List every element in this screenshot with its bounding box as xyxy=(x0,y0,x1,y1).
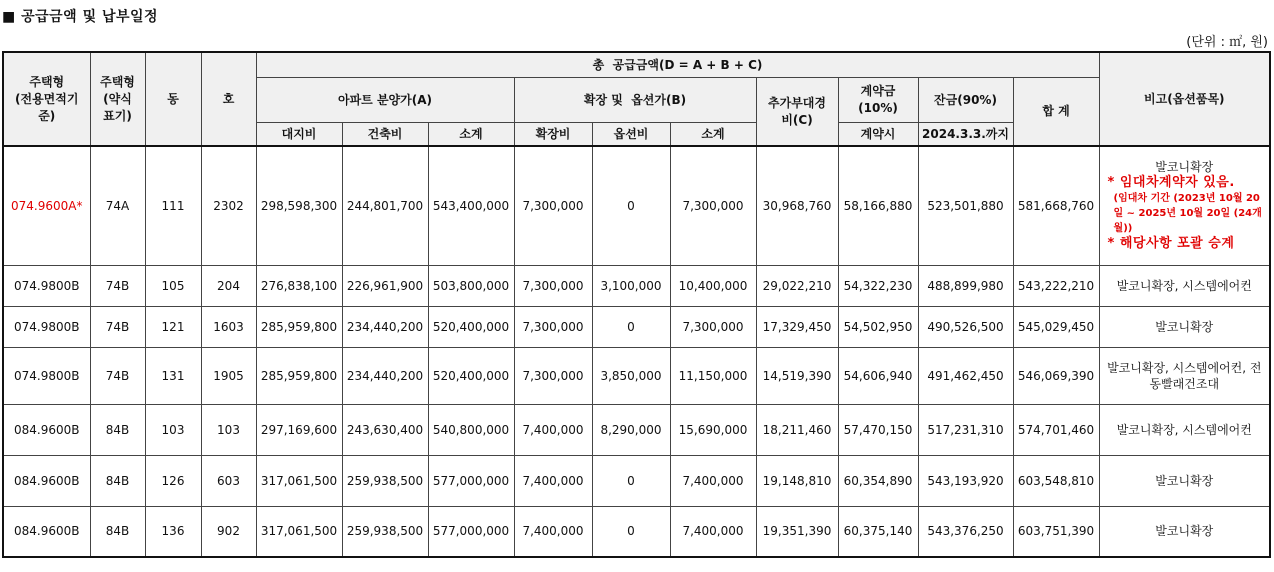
cell-subtotal-b: 7,400,000 xyxy=(670,506,756,557)
cell-total: 603,548,810 xyxy=(1013,455,1099,506)
cell-ext: 7,300,000 xyxy=(514,306,592,347)
cell-ho: 1905 xyxy=(201,347,256,404)
cell-remarks: 발코니확장 xyxy=(1099,306,1270,347)
cell-total: 603,751,390 xyxy=(1013,506,1099,557)
header-remarks: 비고(옵션품목) xyxy=(1099,52,1270,146)
cell-remarks: 발코니확장, 시스템에어컨 xyxy=(1099,265,1270,306)
cell-total: 545,029,450 xyxy=(1013,306,1099,347)
cell-type: 084.9600B xyxy=(3,404,90,455)
cell-balance: 490,526,500 xyxy=(918,306,1013,347)
table-row xyxy=(3,506,1270,557)
cell-deposit: 60,354,890 xyxy=(838,455,918,506)
cell-subtotal-b: 7,400,000 xyxy=(670,455,756,506)
cell-building: 234,440,200 xyxy=(342,347,428,404)
cell-ext: 7,400,000 xyxy=(514,455,592,506)
header-dong: 동 xyxy=(145,52,201,146)
cell-remarks: 발코니확장 xyxy=(1099,455,1270,506)
cell-ho: 2302 xyxy=(201,146,256,265)
table-row xyxy=(3,265,1270,306)
cell-building: 243,630,400 xyxy=(342,404,428,455)
header-at-contract: 계약시 xyxy=(838,123,918,147)
cell-land: 297,169,600 xyxy=(256,404,342,455)
header-type-short: 주택형 (약식 표기) xyxy=(90,52,145,146)
header-land: 대지비 xyxy=(256,123,342,147)
cell-ext: 7,300,000 xyxy=(514,347,592,404)
cell-balance: 491,462,450 xyxy=(918,347,1013,404)
cell-subtotal-a: 543,400,000 xyxy=(428,146,514,265)
cell-dong: 136 xyxy=(145,506,201,557)
cell-balance: 543,376,250 xyxy=(918,506,1013,557)
cell-extra: 19,351,390 xyxy=(756,506,838,557)
header-ext: 확장비 xyxy=(514,123,592,147)
cell-building: 259,938,500 xyxy=(342,455,428,506)
table-row xyxy=(3,404,1270,455)
header-sum: 합 계 xyxy=(1013,78,1099,147)
cell-ho: 902 xyxy=(201,506,256,557)
cell-type: 074.9600A* xyxy=(3,146,90,265)
cell-building: 259,938,500 xyxy=(342,506,428,557)
cell-total: 543,222,210 xyxy=(1013,265,1099,306)
cell-option: 0 xyxy=(592,306,670,347)
cell-extra: 19,148,810 xyxy=(756,455,838,506)
header-deposit: 계약금 (10%) xyxy=(838,78,918,123)
cell-subtotal-b: 15,690,000 xyxy=(670,404,756,455)
cell-subtotal-a: 503,800,000 xyxy=(428,265,514,306)
cell-ext: 7,300,000 xyxy=(514,146,592,265)
header-subtotal-b: 소계 xyxy=(670,123,756,147)
table-row xyxy=(3,146,1270,265)
cell-subtotal-a: 540,800,000 xyxy=(428,404,514,455)
cell-land: 285,959,800 xyxy=(256,306,342,347)
cell-dong: 111 xyxy=(145,146,201,265)
unit-label: (단위 : ㎡, 원) xyxy=(1186,35,1268,50)
cell-deposit: 58,166,880 xyxy=(838,146,918,265)
cell-option: 8,290,000 xyxy=(592,404,670,455)
header-apt-price: 아파트 분양가(A) xyxy=(256,78,514,123)
header-ext-option: 확장 및 옵션가(B) xyxy=(514,78,756,123)
header-extra-cost: 추가부대경 비(C) xyxy=(756,78,838,147)
cell-short: 74B xyxy=(90,347,145,404)
cell-deposit: 54,322,230 xyxy=(838,265,918,306)
cell-deposit: 57,470,150 xyxy=(838,404,918,455)
cell-balance: 517,231,310 xyxy=(918,404,1013,455)
cell-subtotal-b: 7,300,000 xyxy=(670,306,756,347)
cell-dong: 131 xyxy=(145,347,201,404)
cell-type: 074.9800B xyxy=(3,347,90,404)
cell-ext: 7,400,000 xyxy=(514,404,592,455)
header-option: 옵션비 xyxy=(592,123,670,147)
cell-type: 084.9600B xyxy=(3,455,90,506)
cell-dong: 121 xyxy=(145,306,201,347)
cell-type: 074.9800B xyxy=(3,265,90,306)
table-row xyxy=(3,306,1270,347)
cell-building: 234,440,200 xyxy=(342,306,428,347)
cell-balance: 488,899,980 xyxy=(918,265,1013,306)
cell-type: 084.9600B xyxy=(3,506,90,557)
cell-deposit: 60,375,140 xyxy=(838,506,918,557)
cell-dong: 105 xyxy=(145,265,201,306)
cell-land: 298,598,300 xyxy=(256,146,342,265)
cell-extra: 30,968,760 xyxy=(756,146,838,265)
cell-extra: 17,329,450 xyxy=(756,306,838,347)
cell-ext: 7,300,000 xyxy=(514,265,592,306)
cell-land: 285,959,800 xyxy=(256,347,342,404)
cell-option: 0 xyxy=(592,146,670,265)
cell-subtotal-a: 577,000,000 xyxy=(428,455,514,506)
cell-ext: 7,400,000 xyxy=(514,506,592,557)
remark-lease-period: (임대차 기간 (2023년 10월 20일 ~ 2025년 10월 20일 (24개월)) xyxy=(1113,193,1262,235)
page-title: ■ 공급금액 및 납부일정 xyxy=(2,9,159,25)
cell-land: 276,838,100 xyxy=(256,265,342,306)
cell-short: 74B xyxy=(90,265,145,306)
supply-price-table xyxy=(2,51,1271,558)
remark-balcony: 발코니확장 xyxy=(1155,160,1214,175)
cell-ho: 603 xyxy=(201,455,256,506)
cell-subtotal-b: 10,400,000 xyxy=(670,265,756,306)
cell-subtotal-b: 7,300,000 xyxy=(670,146,756,265)
cell-dong: 103 xyxy=(145,404,201,455)
cell-dong: 126 xyxy=(145,455,201,506)
cell-subtotal-b: 11,150,000 xyxy=(670,347,756,404)
cell-ho: 204 xyxy=(201,265,256,306)
cell-subtotal-a: 577,000,000 xyxy=(428,506,514,557)
cell-remarks: 발코니확장, 시스템에어컨 xyxy=(1099,404,1270,455)
cell-subtotal-a: 520,400,000 xyxy=(428,306,514,347)
cell-extra: 14,519,390 xyxy=(756,347,838,404)
cell-short: 84B xyxy=(90,404,145,455)
cell-ho: 103 xyxy=(201,404,256,455)
header-total-supply: 총 공급금액(D = A + B + C) xyxy=(256,52,1099,78)
header-ho: 호 xyxy=(201,52,256,146)
header-balance: 잔금(90%) xyxy=(918,78,1013,123)
cell-option: 3,100,000 xyxy=(592,265,670,306)
header-by-date: 2024.3.3.까지 xyxy=(918,123,1013,147)
cell-extra: 29,022,210 xyxy=(756,265,838,306)
cell-remarks xyxy=(1099,146,1270,265)
cell-option: 3,850,000 xyxy=(592,347,670,404)
cell-ho: 1603 xyxy=(201,306,256,347)
header-type: 주택형 (전용면적기 준) xyxy=(3,52,90,146)
cell-total: 546,069,390 xyxy=(1013,347,1099,404)
cell-option: 0 xyxy=(592,506,670,557)
cell-short: 84B xyxy=(90,455,145,506)
table-row xyxy=(3,347,1270,404)
cell-subtotal-a: 520,400,000 xyxy=(428,347,514,404)
table-row xyxy=(3,455,1270,506)
cell-type: 074.9800B xyxy=(3,306,90,347)
cell-short: 84B xyxy=(90,506,145,557)
header-building: 건축비 xyxy=(342,123,428,147)
cell-balance: 523,501,880 xyxy=(918,146,1013,265)
cell-deposit: 54,502,950 xyxy=(838,306,918,347)
cell-remarks: 발코니확장, 시스템에어컨, 전동빨래건조대 xyxy=(1099,347,1270,404)
remark-succession: * 해당사항 포괄 승계 xyxy=(1107,236,1235,252)
cell-remarks: 발코니확장 xyxy=(1099,506,1270,557)
cell-extra: 18,211,460 xyxy=(756,404,838,455)
cell-total: 574,701,460 xyxy=(1013,404,1099,455)
cell-building: 244,801,700 xyxy=(342,146,428,265)
remark-lease-notice: * 임대차계약자 있음. xyxy=(1107,175,1235,191)
cell-total: 581,668,760 xyxy=(1013,146,1099,265)
cell-land: 317,061,500 xyxy=(256,455,342,506)
cell-option: 0 xyxy=(592,455,670,506)
header-subtotal-a: 소계 xyxy=(428,123,514,147)
cell-land: 317,061,500 xyxy=(256,506,342,557)
cell-short: 74B xyxy=(90,306,145,347)
cell-building: 226,961,900 xyxy=(342,265,428,306)
cell-deposit: 54,606,940 xyxy=(838,347,918,404)
cell-short: 74A xyxy=(90,146,145,265)
cell-balance: 543,193,920 xyxy=(918,455,1013,506)
